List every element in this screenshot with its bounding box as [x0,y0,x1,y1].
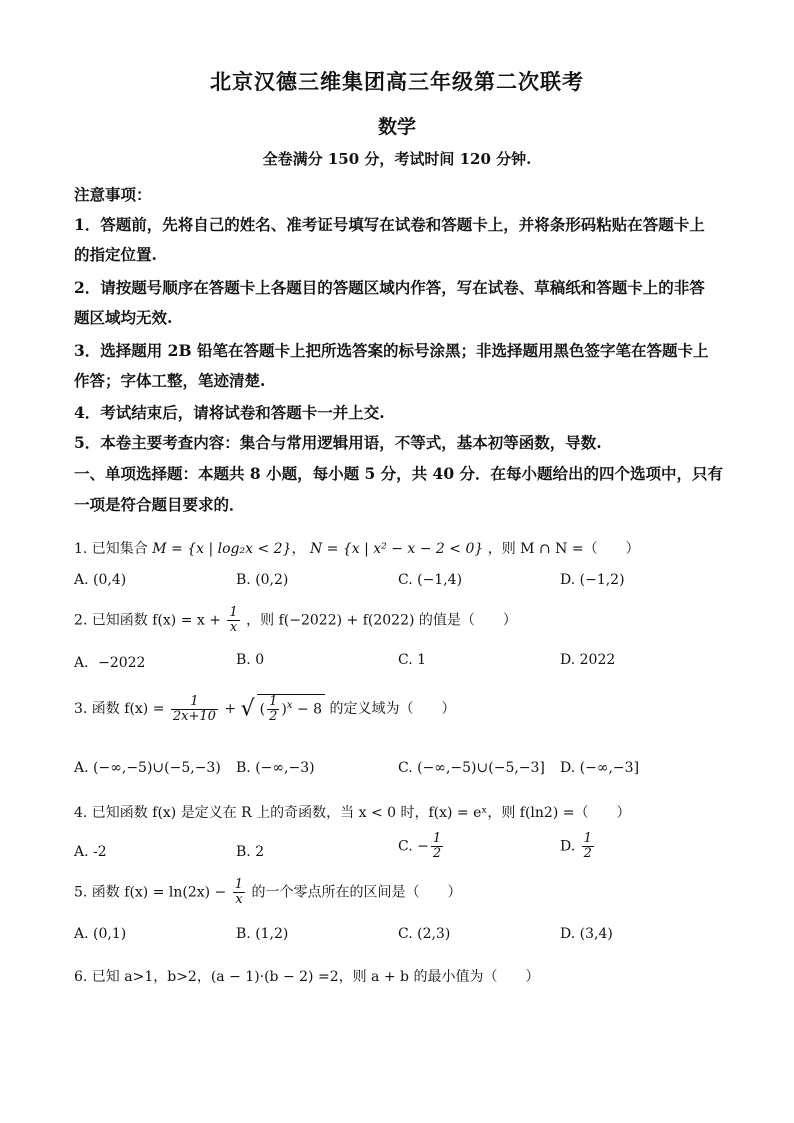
subject-title: 数学 [377,116,416,138]
q5-fraction: $\frac{1}{x}$ [234,877,244,907]
notice-line: 作答；字体工整，笔迹清楚. [74,371,266,390]
sqrt-icon: √ [240,696,255,722]
question-1 [74,538,640,558]
q1-option-a[interactable]: A. (0,4) [74,572,127,588]
notice-line: 的指定位置. [74,245,157,264]
section-heading: 一、单项选择题：本题共 8 小题，每小题 5 分，共 40 分．在每小题给出的四个选项中，只有 [74,464,724,483]
q3-prefix: 3. 函数 f(x) = [74,701,165,717]
q5-option-c[interactable]: C. (2,3) [398,926,451,942]
question-4: 4. 已知函数 f(x) 是定义在 R 上的奇函数，当 x < 0 时，f(x) = eˣ，则 f(ln2) =（ ） [74,805,631,821]
notice-line: 题区域均无效. [74,308,173,327]
q3-option-c[interactable]: C. (−∞,−5)∪(−5,−3] [398,760,545,776]
notice-line: 1．答题前，先将自己的姓名、准考证号填写在试卷和答题卡上，并将条形码粘贴在答题卡上 [74,215,705,234]
q3-option-d[interactable]: D. (−∞,−3] [560,760,640,776]
notice-heading: 注意事项： [74,185,152,204]
q3-radicand: ( $\frac{1}{2}$ )$^x$ − 8 [257,694,325,724]
q1-sep: ， [291,541,306,557]
q4-option-c[interactable]: C. − $\frac{1}{2}$ [398,831,442,861]
q3-option-b[interactable]: B. (−∞,−3) [236,760,315,776]
notice-line: 3．选择题用 2B 铅笔在答题卡上把所选答案的标号涂黑；非选择题用黑色签字笔在答题卡上 [74,341,709,360]
question-3 [74,694,455,724]
q2-option-d[interactable]: D. 2022 [560,652,616,668]
q4-option-d[interactable]: D. $\frac{1}{2}$ [560,831,592,861]
q2-option-c[interactable]: C. 1 [398,652,427,668]
q1-option-b[interactable]: B. (0,2) [236,572,289,588]
exam-title: 北京汉德三维集团高三年级第二次联考 [210,69,584,94]
q5-option-d[interactable]: D. (3,4) [560,926,613,942]
q2-fraction: $\frac{1}{x}$ [229,605,238,635]
q1-set-n: N = {x | x² − x − 2 < 0} [309,541,484,557]
notice-line: 4．考试结束后，请将试卷和答题卡一并上交. [74,403,385,422]
q3-plus: + [224,701,237,717]
q3-suffix: 的定义域为（ ） [329,701,456,717]
notice-line: 5．本卷主要考查内容：集合与常用逻辑用语，不等式，基本初等函数，导数. [74,433,602,452]
q5-option-b[interactable]: B. (1,2) [236,926,289,942]
notice-line: 2．请按题号顺序在答题卡上各题目的答题区域内作答，写在试卷、草稿纸和答题卡上的非答 [74,278,705,297]
question-2 [74,606,517,635]
q1-prefix: 1. 已知集合 [74,541,148,557]
q5-prefix: 5. 函数 f(x) = ln(2x) − [74,884,227,901]
question-6: 6. 已知 a>1，b>2，(a − 1)·(b − 2) =2，则 a + b 的最小值为（ ） [74,969,540,985]
q2-option-b[interactable]: B. 0 [236,652,265,668]
q4-option-a[interactable]: A. -2 [74,844,107,860]
exam-info: 全卷满分 150 分，考试时间 120 分钟. [262,150,532,168]
q2-prefix: 2. 已知函数 f(x) = x + [74,612,221,629]
q1-option-d[interactable]: D. (−1,2) [560,572,625,588]
q1-set-m: M = {x | log₂x < 2} [152,541,292,557]
q5-option-a[interactable]: A. (0,1) [74,926,127,942]
q1-option-c[interactable]: C. (−1,4) [398,572,463,588]
question-5 [74,878,461,907]
q3-fraction: $\frac{1}{2x+10}$ [172,693,216,724]
q2-option-a[interactable]: A．−2022 [74,655,146,671]
q2-suffix: ，则 f(−2022) + f(2022) 的值是（ ） [246,612,517,629]
q5-suffix: 的一个零点所在的区间是（ ） [251,884,462,901]
q3-option-a[interactable]: A. (−∞,−5)∪(−5,−3) [74,760,221,776]
q1-suffix: ，则 M ∩ N =（ ） [487,541,640,557]
section-heading-cont: 一项是符合题目要求的． [74,495,245,514]
q4-option-b[interactable]: B. 2 [236,844,265,860]
